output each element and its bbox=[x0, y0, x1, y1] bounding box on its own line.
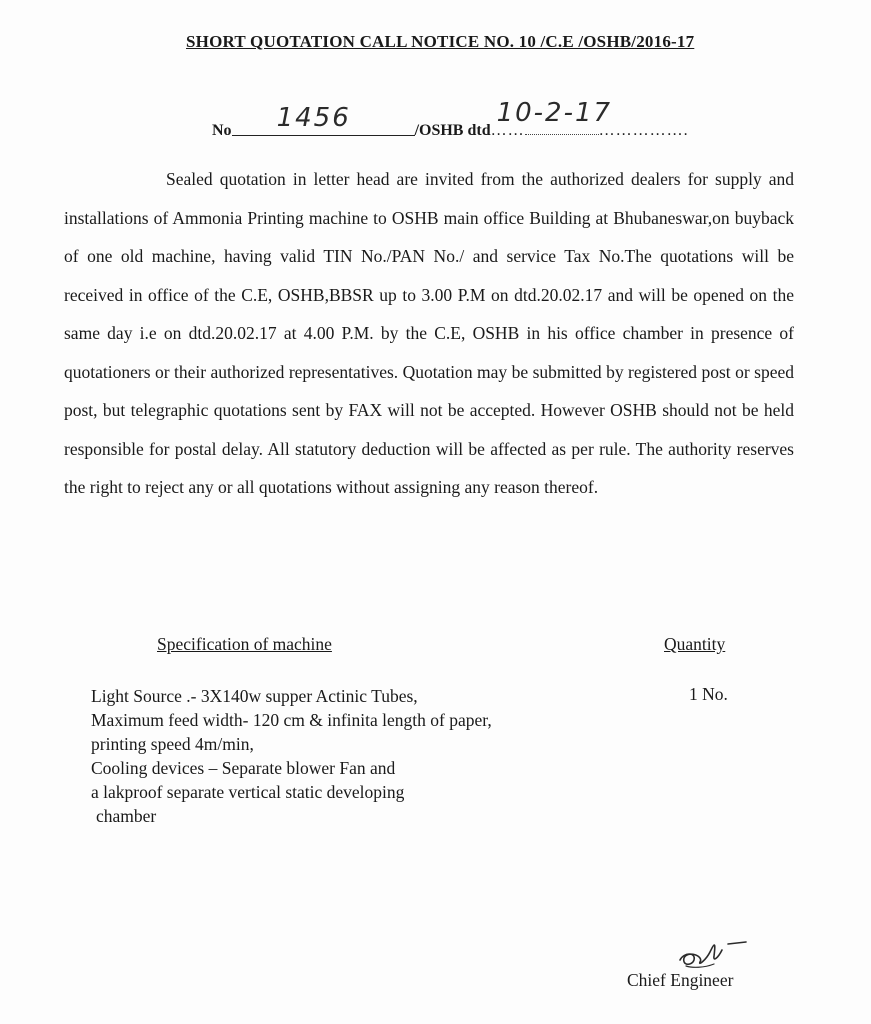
quantity-value: 1 No. bbox=[689, 684, 728, 704]
specification-list bbox=[91, 684, 492, 828]
reference-number-field bbox=[232, 103, 415, 136]
reference-date-field bbox=[490, 98, 701, 144]
notice-title: SHORT QUOTATION CALL NOTICE NO. 10 /C.E /OSHB/2016-17 bbox=[186, 32, 695, 51]
reference-line bbox=[212, 98, 701, 144]
specification-line: a lakproof separate vertical static developing bbox=[91, 782, 405, 802]
specification-line: printing speed 4m/min, bbox=[91, 734, 254, 754]
signatory-title: Chief Engineer bbox=[627, 970, 734, 990]
reference-date-dots-trailing: ……………. bbox=[598, 122, 689, 139]
handwritten-signature bbox=[670, 930, 760, 970]
reference-date-handwritten: 10-2-17 bbox=[496, 98, 613, 128]
reference-no-label: No bbox=[212, 122, 232, 139]
specification-line: Cooling devices – Separate blower Fan and bbox=[91, 758, 396, 778]
specification-line: chamber bbox=[96, 806, 157, 826]
specification-line: Maximum feed width- 120 cm & infinita length of paper, bbox=[91, 710, 492, 730]
specification-line: Light Source .- 3X140w supper Actinic Tubes, bbox=[91, 686, 418, 706]
reference-number-handwritten: 1456 bbox=[276, 103, 351, 133]
specification-heading: Specification of machine bbox=[157, 634, 332, 654]
notice-body-paragraph: Sealed quotation in letter head are invited from the authorized dealers for supply and installations of Ammonia Printing machine to OSHB main office Building at Bhubaneswar,on buyback of one old machine, having valid TIN No./PAN No./ and service Tax No.The quotations will be received in office of the C.E, OSHB,BBSR up to 3.00 P.M on dtd.20.02.17 and will be opened on the same day i.e on dtd.20.02.17 at 4.00 P.M. by the C.E, OSHB in his office chamber in presence of quotationers or their authorized representatives. Quotation may be submitted by registered post or speed post, but telegraphic quotations sent by FAX will not be accepted. However OSHB should not be held responsible for postal delay. All statutory deduction will be affected as per rule. The authority reserves the right to reject any or all quotations without assigning any reason thereof. bbox=[64, 169, 794, 497]
quantity-heading: Quantity bbox=[664, 634, 726, 654]
reference-date-dots-leading: …… bbox=[490, 122, 525, 139]
reference-dtd-label: /OSHB dtd bbox=[414, 122, 491, 139]
